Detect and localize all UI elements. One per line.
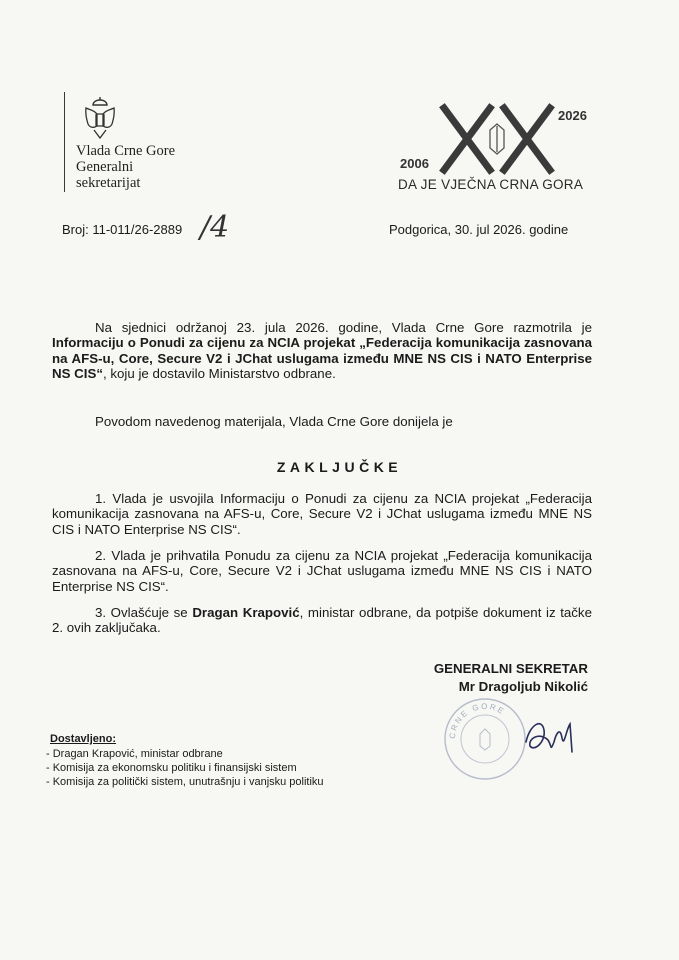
coat-of-arms-icon [80,96,120,140]
distribution-list [46,747,324,789]
org-line-1: Vlada Crne Gore [76,143,176,159]
org-line-3: sekretarijat [76,175,141,191]
signature-block [340,660,588,696]
list-item: - Komisija za politički sistem, unutrašnju i vanjsku politiku [46,776,324,788]
signatory-title: GENERALNI SEKRETAR [433,661,588,676]
item3-text-start: 3. Ovlašćuje se [95,605,193,620]
conclusions-heading: ZAKLJUČKE [276,459,403,475]
header-divider [64,92,65,192]
intro-text-bold: Informaciju o Ponudi za cijenu za NCIA projekat „Federacija komunikacija zasnovana na AFS-u, Core, Secure V2 i JChat uslugama između MNE NS CIS i NATO Enterprise NS CIS“ [52,335,592,382]
signatory-name: Mr Dragoljub Nikolić [458,679,588,694]
place-and-date: Podgorica, 30. jul 2026. godine [389,222,569,237]
anniversary-logo [392,100,600,184]
handwritten-number: /4 [200,210,230,245]
item3-text-end: , ministar odbrane, da potpiše dokument iz tačke 2. ovih zaključaka. [52,605,592,636]
document-number: Broj: 11-011/26-2889 [62,222,183,237]
intro-text-end: , koju je dostavilo Ministarstvo odbrane. [102,366,336,382]
item3-name-bold: Dragan Krapović [192,605,300,620]
intro-paragraph [52,320,592,382]
intro-text-start: Na sjednici održanoj 23. jula 2026. godine, Vlada Crne Gore razmotrila je [95,320,592,335]
conclusion-item-2: 2. Vlada je prihvatila Ponudu za cijenu za NCIA projekat „Federacija komunikacija zasnovana na AFS-u, Core, Secure V2 i JChat uslugama između MNE NS CIS i NATO Enterprise NS CIS“. [52,548,592,594]
conclusion-item-1: 1. Vlada je usvojila Informaciju o Ponudi za cijenu za NCIA projekat „Federacija komunikacija zasnovana na AFS-u, Core, Secure V2 i JChat uslugama između MNE NS CIS i NATO Enterprise NS CIS“. [52,491,592,537]
logo-motto: DA JE VJEČNA CRNA GORA [398,177,584,192]
handwritten-signature [520,712,580,760]
list-item: - Komisija za ekonomsku politiku i finansijski sistem [46,762,297,774]
official-stamp-icon [440,694,530,784]
stamp-text: CRNE GORE [447,701,507,740]
org-line-2: Generalni [76,159,134,175]
organization-name [76,143,175,191]
list-item: - Dragan Krapović, ministar odbrane [46,748,223,760]
logo-year-right: 2026 [558,108,587,123]
logo-year-left: 2006 [400,156,429,171]
svg-text:CRNE GORE [448,702,507,739]
distribution-title: Dostavljeno: [50,733,117,745]
conclusion-item-3 [52,605,592,636]
second-paragraph: Povodom navedenog materijala, Vlada Crne Gore donijela je [95,414,453,429]
